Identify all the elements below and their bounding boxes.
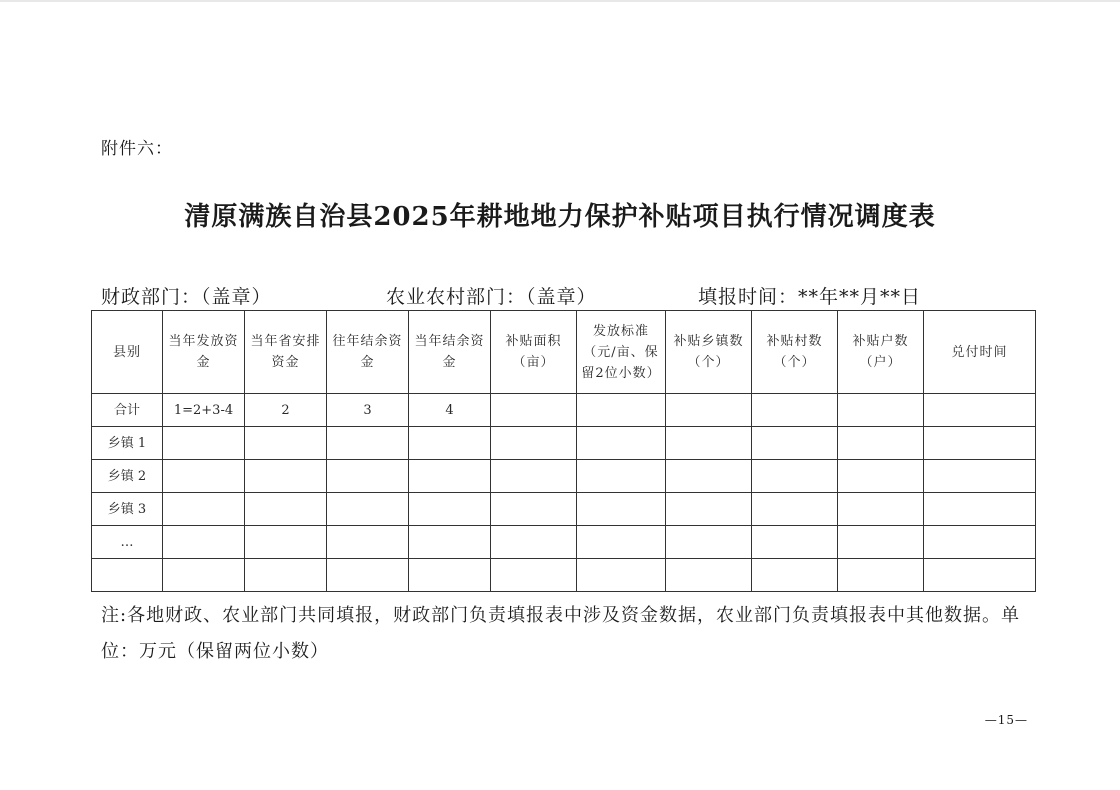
table-cell: 乡镇 1 — [92, 427, 163, 460]
table-cell — [409, 559, 491, 592]
header-current-year-funds: 当年发放资金 — [163, 311, 245, 394]
table-cell: 2 — [245, 394, 327, 427]
header-previous-balance: 往年结余资金 — [327, 311, 409, 394]
table-cell — [924, 493, 1036, 526]
table-cell — [409, 526, 491, 559]
table-cell — [752, 493, 838, 526]
attachment-label: 附件六： — [101, 139, 173, 159]
table-cell — [491, 526, 577, 559]
table-cell: 乡镇 3 — [92, 493, 163, 526]
header-subsidy-area: 补贴面积（亩） — [491, 311, 577, 394]
table-cell — [752, 460, 838, 493]
table-cell — [327, 460, 409, 493]
table-row — [92, 427, 1036, 460]
table-cell — [327, 493, 409, 526]
table-cell — [838, 559, 924, 592]
table-cell — [924, 394, 1036, 427]
table-cell — [752, 526, 838, 559]
table-cell: 3 — [327, 394, 409, 427]
table-cell — [666, 427, 752, 460]
table-cell — [409, 493, 491, 526]
header-township-count: 补贴乡镇数（个） — [666, 311, 752, 394]
table-cell — [752, 559, 838, 592]
table-cell — [491, 559, 577, 592]
table-row — [92, 460, 1036, 493]
table-cell — [327, 559, 409, 592]
table-cell — [163, 460, 245, 493]
table-cell — [163, 427, 245, 460]
table-cell — [577, 493, 666, 526]
table-cell — [577, 427, 666, 460]
table-cell — [327, 427, 409, 460]
table-row — [92, 526, 1036, 559]
table-cell — [838, 493, 924, 526]
table-cell — [245, 493, 327, 526]
table-row — [92, 394, 1036, 427]
scan-edge — [0, 0, 1120, 2]
table-cell — [491, 427, 577, 460]
table-cell — [163, 493, 245, 526]
table-cell — [666, 559, 752, 592]
table-cell: 4 — [409, 394, 491, 427]
table-cell — [752, 427, 838, 460]
table-cell — [666, 526, 752, 559]
page-title: 清原满族自治县2025年耕地地力保护补贴项目执行情况调度表 — [184, 202, 936, 232]
table-cell — [245, 427, 327, 460]
table-cell — [327, 526, 409, 559]
table-cell — [577, 559, 666, 592]
table-cell — [666, 493, 752, 526]
table-cell — [92, 559, 163, 592]
schedule-table — [91, 310, 1036, 592]
table-cell — [491, 394, 577, 427]
header-payment-standard: 发放标准（元/亩、保留2位小数） — [577, 311, 666, 394]
table-cell — [666, 460, 752, 493]
table-cell — [924, 526, 1036, 559]
header-county: 县别 — [92, 311, 163, 394]
table-cell — [577, 394, 666, 427]
table-cell: 乡镇 2 — [92, 460, 163, 493]
table-cell — [409, 460, 491, 493]
report-time: 填报时间：**年**月**日 — [698, 286, 922, 308]
table-cell — [924, 460, 1036, 493]
table-cell — [838, 427, 924, 460]
header-household-count: 补贴户数（户） — [838, 311, 924, 394]
table-cell — [491, 493, 577, 526]
table-row — [92, 493, 1036, 526]
table-cell — [491, 460, 577, 493]
table-cell — [577, 526, 666, 559]
table-cell — [245, 559, 327, 592]
agriculture-department-seal: 农业农村部门：（盖章） — [386, 286, 597, 308]
header-current-balance: 当年结余资金 — [409, 311, 491, 394]
table-header — [92, 311, 1036, 394]
table-cell — [245, 526, 327, 559]
table-cell — [163, 526, 245, 559]
header-payment-time: 兑付时间 — [924, 311, 1036, 394]
page-number: —15— — [984, 713, 1028, 727]
table-cell — [838, 526, 924, 559]
table-cell — [924, 427, 1036, 460]
table-cell — [245, 460, 327, 493]
table-note: 注:各地财政、农业部门共同填报，财政部门负责填报表中涉及资金数据，农业部门负责填报表中其他数据。单位：万元（保留两位小数） — [101, 605, 1021, 662]
header-village-count: 补贴村数（个） — [752, 311, 838, 394]
table-cell: 合计 — [92, 394, 163, 427]
table-cell — [666, 394, 752, 427]
table-cell — [163, 559, 245, 592]
table-cell: 1=2+3-4 — [163, 394, 245, 427]
table-body — [92, 394, 1036, 592]
table-cell — [924, 559, 1036, 592]
header-provincial-funds: 当年省安排资金 — [245, 311, 327, 394]
table-cell — [752, 394, 838, 427]
table-cell — [577, 460, 666, 493]
table-row — [92, 559, 1036, 592]
header-row — [92, 311, 1036, 394]
table-cell — [838, 394, 924, 427]
table-cell: … — [92, 526, 163, 559]
table-cell — [838, 460, 924, 493]
table-cell — [409, 427, 491, 460]
finance-department-seal: 财政部门：（盖章） — [101, 286, 272, 308]
